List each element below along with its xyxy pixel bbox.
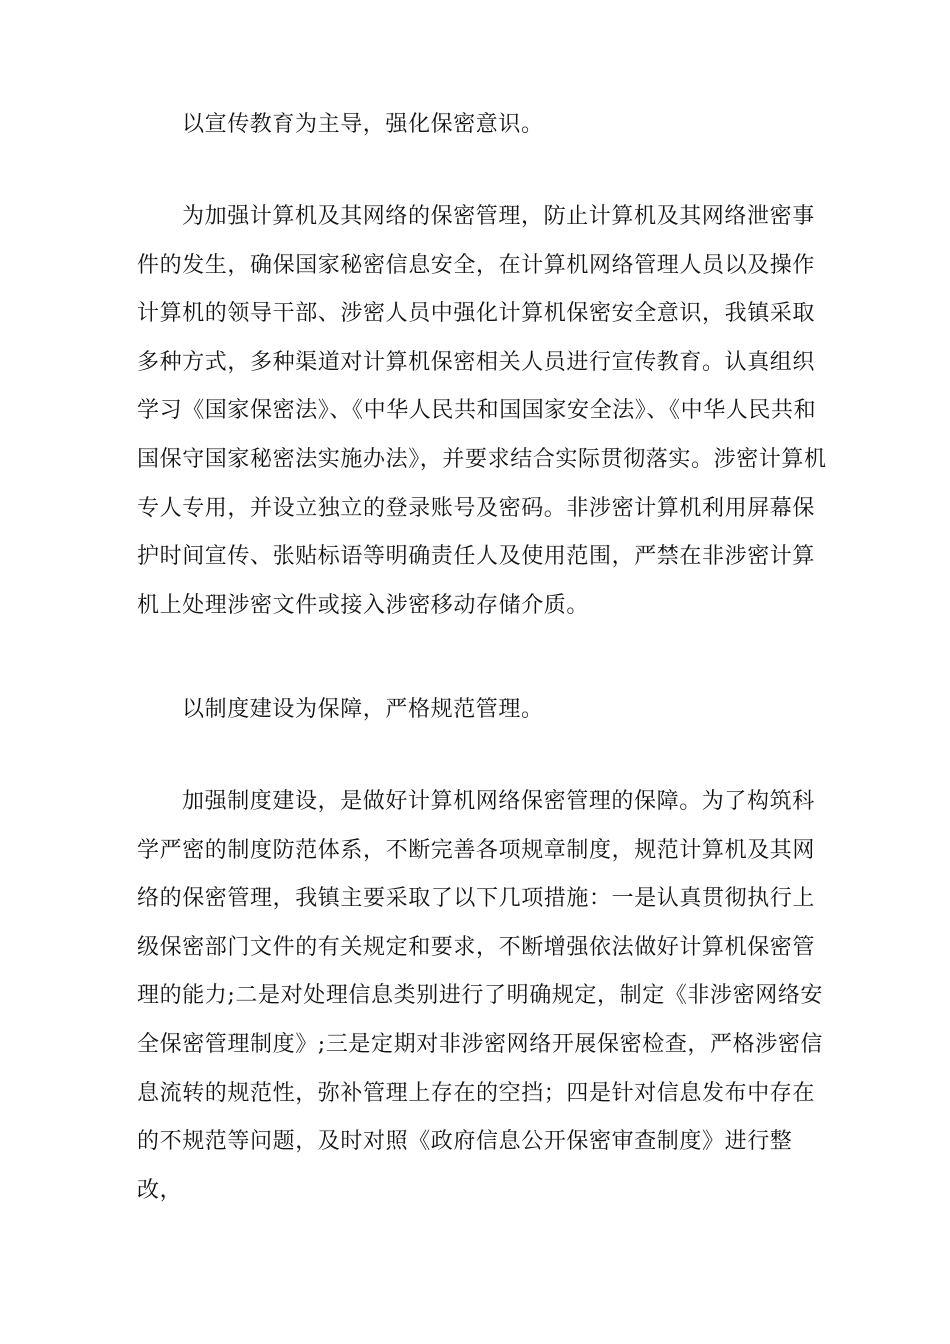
paragraph-publicity-education: 为加强计算机及其网络的保密管理，防止计算机及其网络泄密事件的发生，确保国家秘密信息安全，在计算机网络管理人员以及操作计算机的领导干部、涉密人员中强化计算机保密安全意识，我镇采取多种方式，多种渠道对计算机保密相关人员进行宣传教育。认真组织学习《国家保密法》、《中华人民共和国国家安全法》、《中华人民共和国保守国家秘密法实施办法》，并要求结合实际贯彻落实。涉密计算机专人专用，并设立独立的登录账号及密码。非涉密计算机利用屏幕保护时间宣传、张贴标语等明确责任人及使用范围，严禁在非涉密计算机上处理涉密文件或接入涉密移动存储介质。 [137, 204, 827, 618]
paragraph-system-construction: 加强制度建设，是做好计算机网络保密管理的保障。为了构筑科学严密的制度防范体系，不断完善各项规章制度，规范计算机及其网络的保密管理，我镇主要采取了以下几项措施：一是认真贯彻执行上级保密部门文件的有关规定和要求，不断增强依法做好计算机保密管理的能力;二是对处理信息类别进行了明确规定，制定《非涉密网络安全保密管理制度》;三是定期对非涉密网络开展保密检查，严格涉密信息流转的规范性，弥补管理上存在的空挡；四是针对信息发布中存在的不规范等问题，及时对照《政府信息公开保密审查制度》进行整改， [137, 789, 824, 1203]
section-heading-publicity-education: 以宣传教育为主导，强化保密意识。 [182, 112, 544, 137]
section-heading-system-construction: 以制度建设为保障，严格规范管理。 [182, 697, 544, 722]
